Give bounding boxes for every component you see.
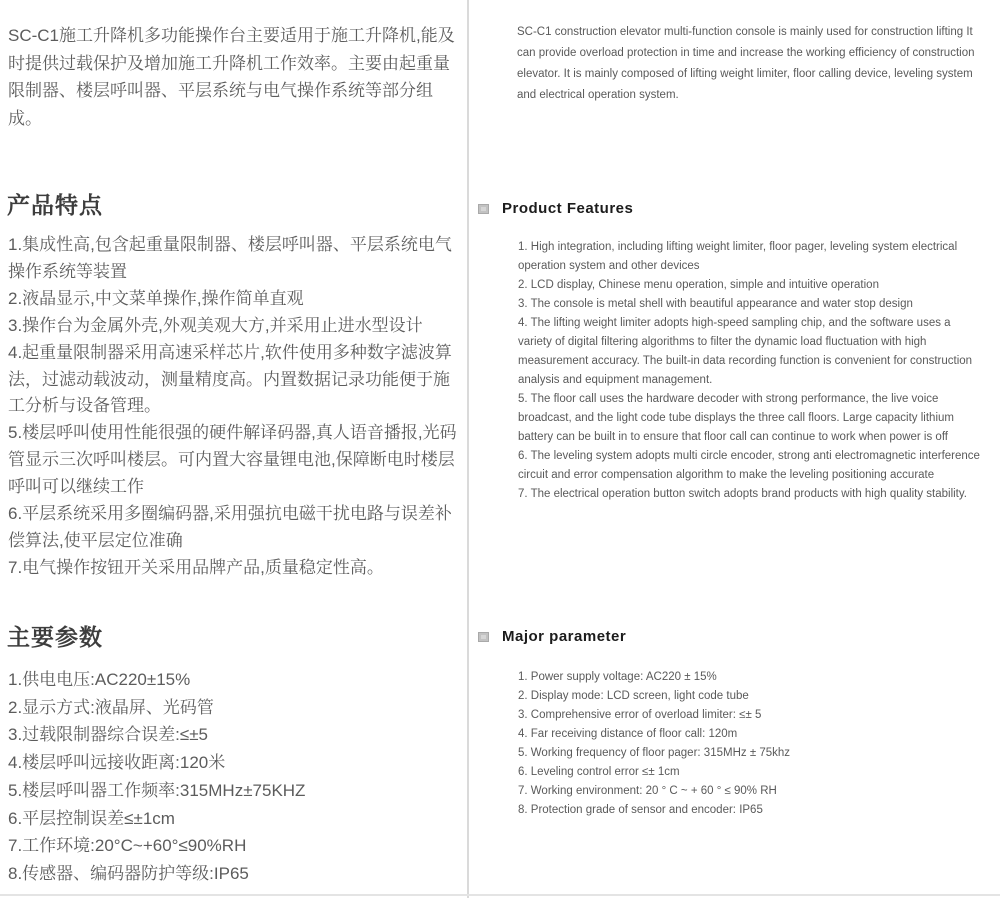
- feature-item-zh: 4.起重量限制器采用高速采样芯片,软件使用多种数字滤波算法，过滤动载波动，测量精度高。内置数据记录功能便于施工分析与设备管理。: [8, 342, 452, 416]
- section-marker-icon: [478, 632, 489, 642]
- features-list-zh: [8, 232, 460, 582]
- param-item-zh: 6.平层控制误差≤±1cm: [8, 808, 175, 828]
- param-item-zh: 3.过载限制器综合误差:≤±5: [8, 725, 209, 745]
- section-marker-icon: [478, 204, 489, 214]
- intro-paragraph-en: SC-C1 construction elevator multi-function console is mainly used for construction lifting It can provide overload protection in time and increase the working efficiency of construction elevator. It is mainly composed of lifting weight limiter, floor calling device, leveling system and electrical operation system.: [517, 26, 975, 101]
- feature-item-en: 4. The lifting weight limiter adopts high-speed sampling chip, and the software uses a variety of digital filtering algorithms to filter the dynamic load fluctuation with high measurement accuracy. The built-in data recording function is convenient for construction analysis and equipment management.: [518, 317, 973, 386]
- feature-item-zh: 1.集成性高,包含起重量限制器、楼层呼叫器、平层系统电气操作系统等装置: [8, 235, 452, 281]
- feature-item-en: 2. LCD display, Chinese menu operation, simple and intuitive operation: [518, 279, 879, 291]
- features-heading-zh: 产品特点: [7, 192, 103, 218]
- feature-item-en: 3. The console is metal shell with beautiful appearance and water stop design: [518, 298, 913, 310]
- features-heading-en: [478, 200, 633, 217]
- param-item-zh: 1.供电电压:AC220±15%: [8, 670, 191, 689]
- params-heading-zh: 主要参数: [7, 624, 103, 650]
- param-item-en: 2. Display mode: LCD screen, light code tube: [518, 690, 749, 702]
- feature-item-en: 5. The floor call uses the hardware decoder with strong performance, the live voice broadcast, and the light code tube displays the three call floors. Large capacity lithium battery can be built in to ensure that floor call can continue to work when power is off: [518, 393, 954, 443]
- param-item-zh: 7.工作环境:20°C~+60°≤90%RH: [8, 836, 247, 856]
- params-list-zh: [8, 666, 460, 888]
- feature-item-zh: 3.操作台为金属外壳,外观美观大方,并采用止进水型设计: [8, 315, 423, 335]
- features-list-en: [518, 238, 986, 504]
- feature-item-zh: 5.楼层呼叫使用性能很强的硬件解译码器,真人语音播报,光码管显示三次呼叫楼层。可内置大容量锂电池,保障断电时楼层呼叫可以继续工作: [8, 423, 457, 497]
- param-item-zh: 5.楼层呼叫器工作频率:315MHz±75KHZ: [8, 780, 306, 800]
- features-heading-label: Product Features: [502, 200, 634, 217]
- column-divider: [467, 0, 469, 898]
- feature-item-zh: 7.电气操作按钮开关采用品牌产品,质量稳定性高。: [8, 557, 384, 577]
- param-item-en: 5. Working frequency of floor pager: 315MHz ± 75khz: [518, 747, 791, 759]
- param-item-zh: 4.楼层呼叫远接收距离:120米: [8, 753, 226, 773]
- param-item-en: 6. Leveling control error ≤± 1cm: [518, 766, 680, 778]
- feature-item-en: 1. High integration, including lifting weight limiter, floor pager, leveling system electrical operation system and other devices: [518, 241, 958, 272]
- param-item-en: 1. Power supply voltage: AC220 ± 15%: [518, 671, 717, 683]
- param-item-zh: 8.传感器、编码器防护等级:IP65: [8, 863, 249, 883]
- param-item-en: 4. Far receiving distance of floor call: 120m: [518, 728, 738, 740]
- params-heading-label: Major parameter: [502, 628, 627, 645]
- params-heading-en: [478, 628, 626, 645]
- bottom-rule: [0, 894, 1000, 896]
- param-item-en: 8. Protection grade of sensor and encoder: IP65: [518, 804, 763, 816]
- feature-item-en: 7. The electrical operation button switch adopts brand products with high quality stability.: [518, 488, 967, 500]
- feature-item-zh: 2.液晶显示,中文菜单操作,操作简单直观: [8, 288, 304, 308]
- params-list-en: [518, 668, 986, 820]
- param-item-en: 7. Working environment: 20 ° C ~ + 60 ° ≤ 90% RH: [518, 785, 777, 797]
- feature-item-zh: 6.平层系统采用多圈编码器,采用强抗电磁干扰电路与误差补偿算法,使平层定位准确: [8, 504, 452, 550]
- param-item-zh: 2.显示方式:液晶屏、光码管: [8, 697, 214, 717]
- param-item-en: 3. Comprehensive error of overload limiter: ≤± 5: [518, 709, 762, 721]
- feature-item-en: 6. The leveling system adopts multi circle encoder, strong anti electromagnetic interference circuit and error compensation algorithm to make the leveling positioning accurate: [518, 450, 980, 481]
- intro-paragraph-zh: SC-C1施工升降机多功能操作台主要适用于施工升降机,能及时提供过载保护及增加施工升降机工作效率。主要由起重量限制器、楼层呼叫器、平层系统与电气操作系统等部分组成。: [8, 26, 455, 128]
